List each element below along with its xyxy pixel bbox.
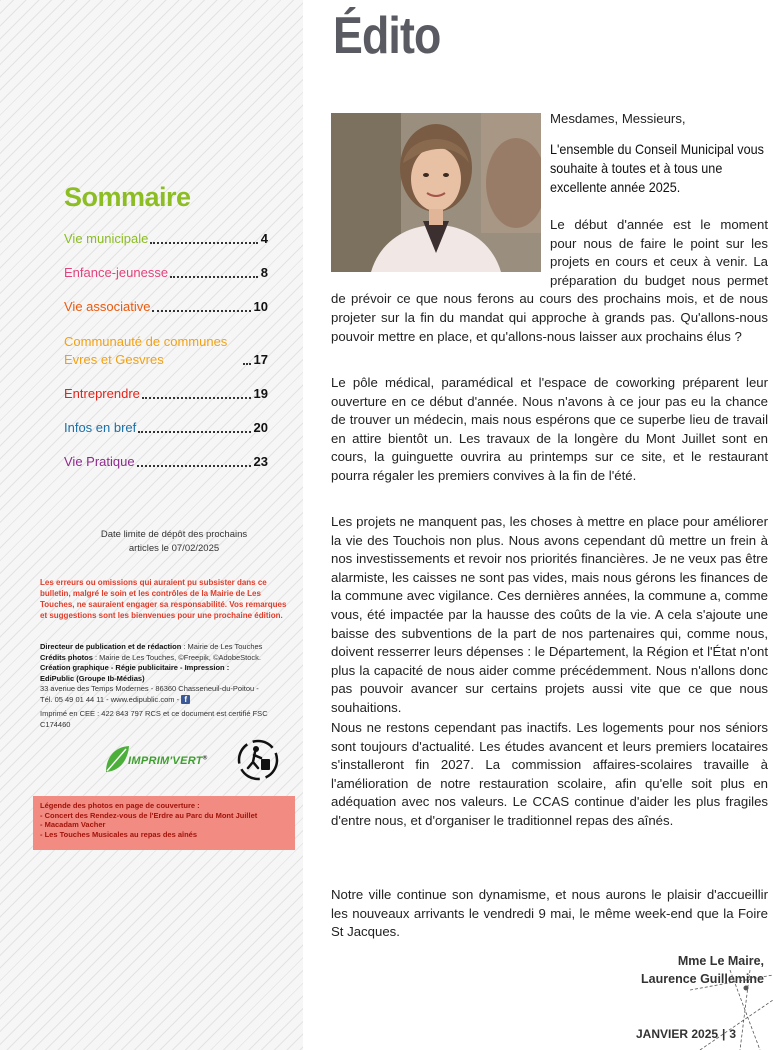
new-year-greeting: L'ensemble du Conseil Municipal vous souhaite à toutes et à tous une excellente année 2025. — [550, 141, 764, 195]
director-label: Directeur de publication et de rédaction — [40, 642, 182, 651]
toc-leader-dots — [243, 363, 251, 365]
legal-mention: Imprimé en CEE : 422 843 797 RCS et ce document est certifié FSC C174460 — [40, 709, 268, 729]
toc-page-number: 23 — [253, 454, 268, 469]
toc-page-number: 20 — [253, 420, 268, 435]
imprim-vert-text: IMPRIM'VERT® — [128, 755, 208, 767]
publication-credits — [40, 642, 298, 730]
toc-label: Communauté de communes Evres et Gesvres — [64, 334, 228, 367]
company-address: 33 avenue des Temps Modernes - 86360 Chasseneuil-du-Poitou - — [40, 684, 259, 693]
toc-leader-dots — [137, 465, 251, 467]
toc-page-number: 8 — [260, 265, 268, 280]
legend-item: - Les Touches Musicales au repas des aînés — [40, 829, 198, 839]
toc-leader-dots — [150, 242, 257, 244]
toc-page-number: 19 — [253, 386, 268, 401]
edito-paragraph-5: Notre ville continue son dynamisme, et nous aurons le plaisir d'accueillir les nouveaux arrivants le vendredi 9 mai, le même week-end que la Foire St Jacques. — [331, 887, 768, 940]
toc-leader-dots — [142, 397, 251, 399]
toc-leader-dots — [170, 276, 258, 278]
toc-item-vie-pratique[interactable] — [64, 453, 268, 471]
paragraph-1-wrap — [331, 216, 768, 346]
salutation: Mesdames, Messieurs, — [550, 111, 686, 126]
toc-label: Entreprendre — [64, 386, 140, 401]
sidebar — [0, 0, 303, 1050]
sommaire-title: Sommaire — [64, 182, 191, 212]
cover-photo-legend — [33, 796, 295, 850]
toc-leader-dots — [152, 310, 250, 312]
edito-paragraph-1: Le début d'année est le moment pour nous de faire le point sur les projets en cours et ceux à venir. La préparation du budget nous permet de prévoir ce que nous ferons au cours des prochains mois, et de nous projeter sur la fin du mandat qui approche à grands pas. Qu'allons-nous pouvoir mettre en place, et qu'allons-nous laisser aux prochains élus ? — [331, 217, 768, 344]
director-value: : Mairie de Les Touches — [181, 642, 263, 651]
recycling-logo-icon — [236, 738, 280, 782]
signature-title: Mme Le Maire, — [677, 954, 764, 968]
toc-item-enfance-jeunesse[interactable] — [64, 264, 268, 282]
photos-label: Crédits photos — [40, 652, 93, 662]
issue-date: JANVIER 2025 — [636, 1027, 719, 1041]
toc-item-infos-en-bref[interactable] — [64, 419, 268, 437]
legend-title: Légende des photos en page de couverture : — [40, 801, 200, 810]
footer-separator: | — [722, 1027, 726, 1041]
toc-label: Vie associative — [64, 299, 151, 314]
phone-web: Tél. 05 49 01 44 11 - www.edipublic.com - — [40, 694, 180, 704]
page-number: 3 — [729, 1027, 737, 1041]
photo-float-spacer — [331, 216, 550, 272]
toc-leader-dots — [138, 431, 250, 433]
toc-item-entreprendre[interactable] — [64, 385, 268, 403]
facebook-icon[interactable]: f — [181, 695, 190, 704]
edito-paragraph-2: Le pôle médical, paramédical et l'espace de coworking préparent leur ouverture en ce début d'année. Nous n'avons à ce jour pas eu la chance de trouver un médecin, mais nous espérons que ce superbe lieu de travail en attire bientôt un. Les travaux de la longère du Mont Juillet sont en cours, la guinguette ouvrira au printemps sur ce site, et le restaurant pourra régaler les premiers convives à la fin de l'été. — [331, 375, 768, 483]
deadline-line-2: articles le 07/02/2025 — [128, 543, 220, 554]
toc-label: Vie Pratique — [64, 454, 135, 469]
deadline-line-1: Date limite de dépôt des prochains — [100, 529, 248, 540]
signature-name: Laurence Guillemine — [641, 972, 764, 986]
edito-paragraph-3: Les projets ne manquent pas, les choses à mettre en place pour améliorer la vie des Touchois non plus. Nous avons cependant dû mettre un frein à nos investissements et revoir nos priorités financières. Je ne veux pas être alarmiste, les caisses ne sont pas vides, mais nous gérons les finances de la commune avec vigilance. Ces dernières années, la commune a, comme vous, été impactée par la hausse des coûts de la vie. A cela s'ajoute une baisse des subventions de la part de nos partenaires qui, comme nous, doivent resserrer leurs dépenses : le Département, la Région et l'État n'ont plus la capacité de nous aider comme précédemment. Nous n'allons donc pas pouvoir avancer sur certains projets aussi vite que ce que nous souhaitions. — [331, 514, 768, 715]
toc-page-number: 10 — [253, 299, 268, 314]
imprim-vert-logo — [104, 744, 232, 778]
errata-notice: Les erreurs ou omissions qui auraient pu subsister dans ce bulletin, malgré le soin et les contrôles de la Mairie de Les Touches, ne sauraient engager sa responsabilité. Vos remarques et suggestions sont les bienvenues pour une prochaine édition. — [40, 578, 287, 620]
toc-page-number: 4 — [260, 231, 268, 246]
design-label: Création graphique - Régie publicitaire - Impression : — [40, 663, 230, 672]
toc-label: Infos en bref — [64, 420, 137, 435]
toc-label: Vie municipale — [64, 231, 149, 246]
toc-item-vie-associative[interactable] — [64, 298, 268, 316]
legend-item: - Macadam Vacher — [40, 820, 106, 829]
toc-page-number: 17 — [253, 352, 268, 367]
leaf-icon — [104, 744, 130, 774]
toc-item-vie-municipale[interactable] — [64, 230, 268, 248]
legend-item: - Concert des Rendez-vous de l'Erdre au Parc du Mont Juillet — [40, 810, 258, 820]
edito-title: Édito — [333, 7, 441, 65]
submission-deadline — [64, 528, 284, 556]
page-footer — [636, 1027, 736, 1041]
company-name: EdiPublic (Groupe Ib-Médias) — [40, 673, 145, 683]
toc-item-communaute-de-communes[interactable] — [64, 333, 268, 369]
toc-label: Enfance-jeunesse — [64, 265, 169, 280]
edito-paragraph-4: Nous ne restons cependant pas inactifs. Les logements pour nos séniors sont toujours d'actualité. Les études avancent et leurs premiers locataires s'installeront fin 2027. La commission affaires-scolaires travaille à l'amélioration de notre restauration scolaire, afin qu'elle soit plus en adéquation avec nos valeurs. Le CCAS continue d'aider les plus fragiles d'entre nous, et d'organiser le traditionnel repas des aînés. — [331, 720, 768, 828]
photos-value: : Mairie de Les Touches, ©Freepik, ©AdobeStock. — [92, 652, 262, 662]
